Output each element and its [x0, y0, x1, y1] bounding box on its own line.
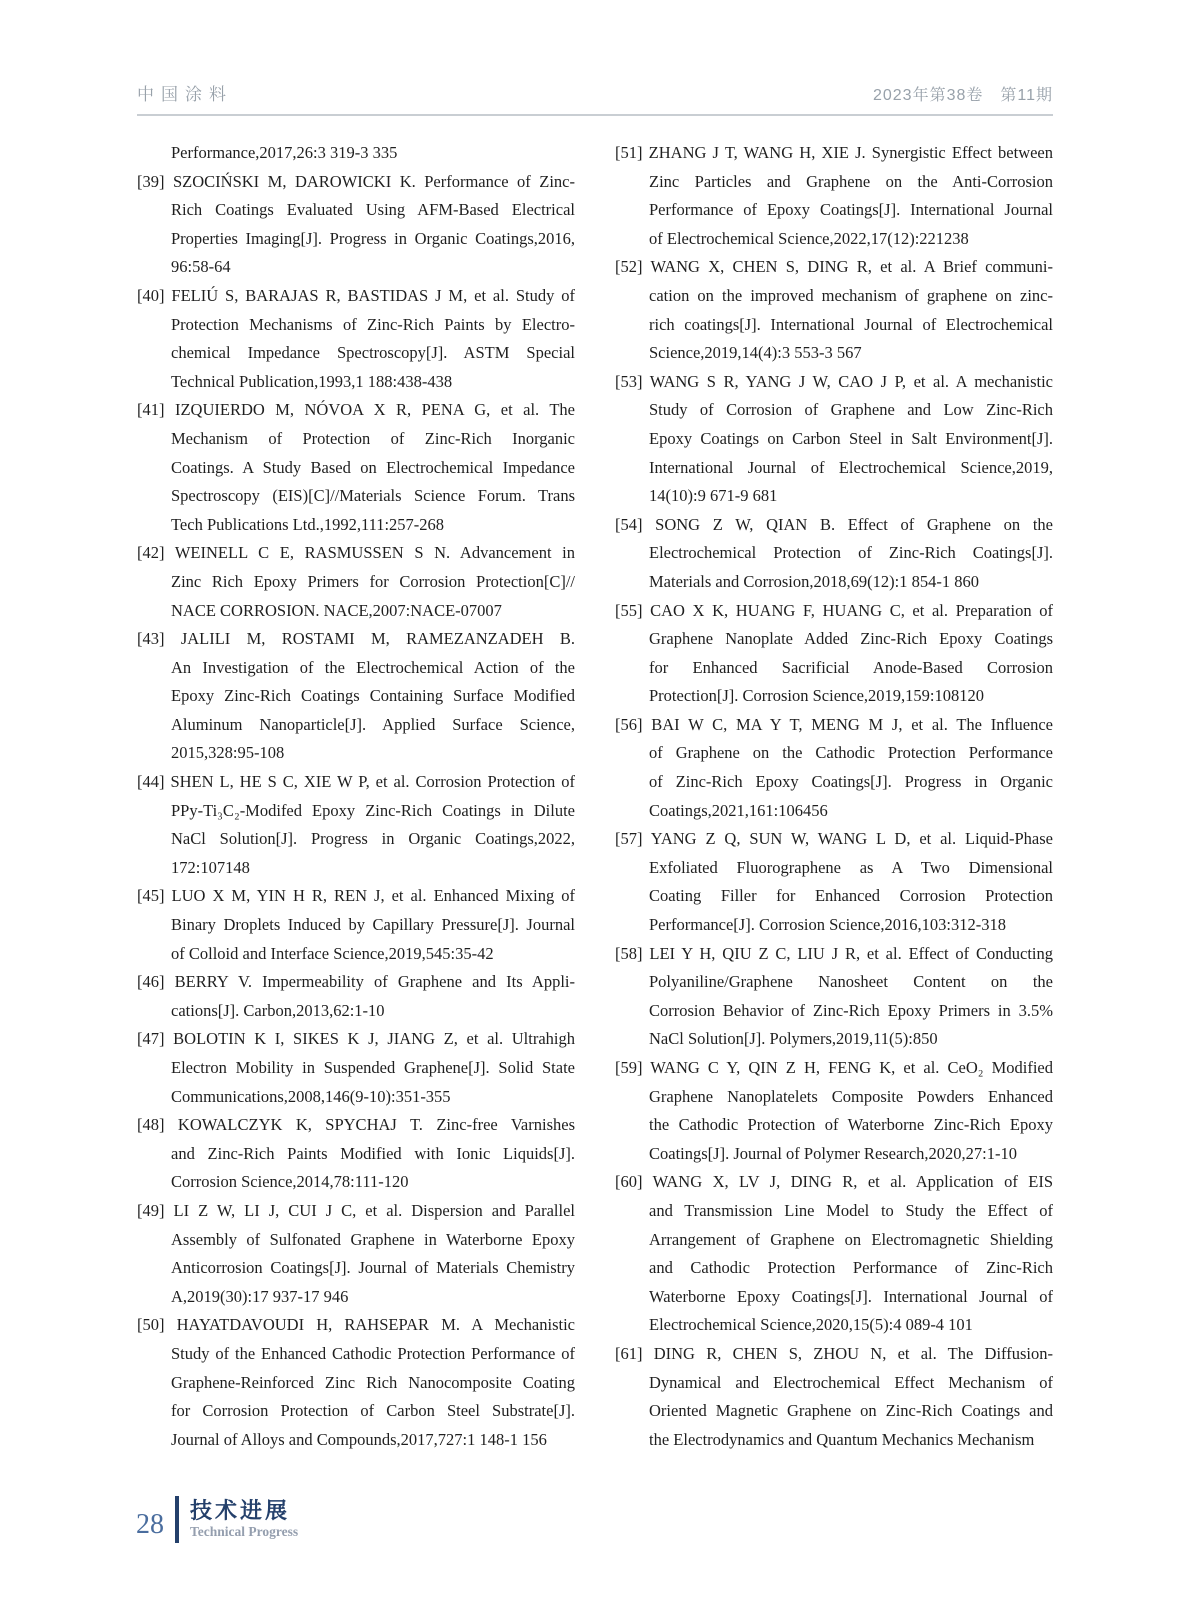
reference-line: Graphene Nanoplatelets Composite Powders Enhanced	[649, 1086, 1053, 1106]
reference-line: Waterborne Epoxy Coatings[J]. International Journal of	[649, 1286, 1053, 1306]
reference-line: Corrosion Science,2014,78:111-120	[171, 1172, 409, 1192]
reference-line: for Enhanced Sacrificial Anode-Based Corrosion	[649, 657, 1053, 677]
reference-line: A,2019(30):17 937-17 946	[171, 1286, 349, 1306]
reference-line: Tech Publications Ltd.,1992,111:257-268	[171, 514, 445, 534]
reference-number: [57]	[615, 829, 643, 849]
reference-line: Electrochemical Protection of Zinc-Rich Coatings[J].	[649, 543, 1053, 563]
reference-line: Spectroscopy (EIS)[C]//Materials Science Forum. Trans	[171, 486, 575, 506]
reference-line	[137, 1197, 576, 1226]
reference-entry	[137, 1111, 575, 1197]
reference-text: DING R, CHEN S, ZHOU N, et al. The Diffusion-	[653, 1343, 1053, 1363]
reference-line: Study of the Enhanced Cathodic Protection Performance of	[171, 1343, 575, 1363]
reference-line: and Zinc-Rich Paints Modified with Ionic Liquids[J].	[171, 1143, 575, 1163]
reference-line	[137, 882, 576, 911]
reference-text: BAI W C, MA Y T, MENG M J, et al. The Influence	[651, 714, 1053, 734]
reference-line: International Journal of Electrochemical Science,2019,	[649, 457, 1053, 477]
reference-line: Arrangement of Graphene on Electromagnetic Shielding	[649, 1229, 1053, 1249]
reference-line	[615, 368, 1053, 397]
reference-number: [40]	[137, 285, 165, 305]
reference-line: and Cathodic Protection Performance of Zinc-Rich	[649, 1258, 1053, 1278]
reference-entry	[137, 882, 575, 968]
reference-entry	[137, 1197, 575, 1311]
reference-line	[615, 1168, 1054, 1197]
reference-entry	[615, 711, 1053, 825]
reference-text: BOLOTIN K I, SIKES K J, JIANG Z, et al. Ultrahigh	[173, 1029, 575, 1049]
reference-line: NaCl Solution[J]. Polymers,2019,11(5):850	[649, 1029, 938, 1049]
reference-line	[137, 1111, 575, 1140]
reference-line: Assembly of Sulfonated Graphene in Waterborne Epoxy	[171, 1229, 575, 1249]
reference-text: HAYATDAVOUDI H, RAHSEPAR M. A Mechanistic	[176, 1315, 575, 1335]
reference-number: [41]	[137, 400, 165, 420]
reference-line: Coatings,2021,161:106456	[649, 800, 828, 820]
reference-line: Binary Droplets Induced by Capillary Pressure[J]. Journal	[171, 915, 575, 935]
footer-section-label	[190, 1498, 298, 1540]
reference-number: [60]	[615, 1172, 643, 1192]
reference-line: PPy-Ti₃C₂-Modifed Epoxy Zinc-Rich Coatings in Dilute	[171, 800, 575, 820]
reference-line: Performance,2017,26:3 319-3 335	[171, 143, 398, 162]
reference-line	[615, 511, 1053, 540]
reference-entry	[137, 768, 575, 882]
reference-line: chemical Impedance Spectroscopy[J]. ASTM Special	[171, 343, 575, 363]
reference-text: WANG S R, YANG J W, CAO J P, et al. A mechanistic	[649, 371, 1053, 391]
reference-number: [58]	[615, 943, 643, 963]
reference-text: SHEN L, HE S C, XIE W P, et al. Corrosion Protection of	[170, 772, 576, 792]
reference-line: 172:107148	[171, 857, 250, 877]
reference-line: NACE CORROSION. NACE,2007:NACE-07007	[171, 600, 502, 620]
reference-line: Protection Mechanisms of Zinc-Rich Paints by Electro-	[171, 314, 575, 334]
reference-line	[615, 940, 1054, 969]
reference-line: Protection[J]. Corrosion Science,2019,159:108120	[649, 686, 984, 706]
reference-number: [39]	[137, 171, 165, 191]
reference-entry	[615, 139, 1053, 253]
journal-title: 中国涂料	[137, 85, 233, 104]
reference-number: [43]	[137, 629, 165, 649]
reference-line: the Electrodynamics and Quantum Mechanics Mechanism	[649, 1429, 1035, 1449]
references-section	[137, 139, 1053, 1454]
reference-line: Science,2019,14(4):3 553-3 567	[649, 343, 862, 363]
reference-number: [56]	[615, 714, 643, 734]
reference-line: Coatings. A Study Based on Electrochemical Impedance	[171, 457, 575, 477]
reference-entry	[615, 511, 1053, 597]
reference-text: FELIÚ S, BARAJAS R, BASTIDAS J M, et al. Study of	[171, 285, 576, 305]
reference-line: of Graphene on the Cathodic Protection Performance	[649, 743, 1053, 763]
reference-number: [53]	[615, 371, 643, 391]
reference-number: [42]	[137, 543, 165, 563]
reference-entry	[137, 139, 575, 168]
reference-text: KOWALCZYK K, SPYCHAJ T. Zinc-free Varnishes	[177, 1115, 575, 1135]
reference-entry	[615, 1054, 1053, 1168]
reference-line: the Cathodic Protection of Waterborne Zinc-Rich Epoxy	[649, 1115, 1053, 1135]
reference-line	[615, 1054, 1054, 1083]
reference-line: Graphene Nanoplate Added Zinc-Rich Epoxy Coatings	[649, 629, 1053, 649]
reference-number: [52]	[615, 257, 643, 277]
reference-line	[615, 711, 1053, 740]
reference-entry	[137, 1311, 575, 1454]
reference-text: BERRY V. Impermeability of Graphene and Its Appli-	[174, 972, 576, 992]
reference-line: Epoxy Zinc-Rich Coatings Containing Surface Modified	[171, 686, 575, 706]
reference-line: Graphene-Reinforced Zinc Rich Nanocomposite Coating	[171, 1372, 575, 1392]
reference-entry	[615, 1340, 1053, 1454]
reference-line	[615, 139, 1054, 168]
reference-line: of Electrochemical Science,2022,17(12):221238	[649, 228, 969, 248]
reference-line: Corrosion Behavior of Zinc-Rich Epoxy Primers in 3.5%	[649, 1000, 1053, 1020]
reference-text: SZOCIŃSKI M, DAROWICKI K. Performance of Zinc-	[173, 171, 575, 191]
reference-entry	[615, 1168, 1053, 1340]
page-header	[137, 80, 1053, 116]
references-column-right	[615, 139, 1053, 1454]
reference-text: WANG X, LV J, DING R, et al. Application of EIS	[652, 1172, 1054, 1192]
reference-number: [54]	[615, 514, 643, 534]
reference-line: Coating Filler for Enhanced Corrosion Protection	[649, 886, 1053, 906]
reference-line: cations[J]. Carbon,2013,62:1-10	[171, 1000, 385, 1020]
reference-text: LEI Y H, QIU Z C, LIU J R, et al. Effect of Conducting	[649, 943, 1054, 963]
reference-line	[615, 253, 1053, 282]
reference-line: Properties Imaging[J]. Progress in Organic Coatings,2016,	[171, 228, 575, 248]
reference-line: of Colloid and Interface Science,2019,545:35-42	[171, 943, 494, 963]
reference-text: LUO X M, YIN H R, REN J, et al. Enhanced Mixing of	[171, 886, 576, 906]
reference-line: Zinc Rich Epoxy Primers for Corrosion Protection[C]//	[171, 571, 575, 591]
footer-divider-bar	[175, 1496, 179, 1543]
reference-number: [47]	[137, 1029, 165, 1049]
reference-line: and Transmission Line Model to Study the Effect of	[649, 1200, 1053, 1220]
reference-line: Electron Mobility in Suspended Graphene[J]. Solid State	[171, 1058, 575, 1077]
reference-line: Dynamical and Electrochemical Effect Mechanism of	[649, 1372, 1053, 1392]
reference-entry	[615, 825, 1053, 939]
reference-entry	[137, 968, 575, 1025]
reference-line	[615, 825, 1053, 854]
reference-line: Study of Corrosion of Graphene and Low Zinc-Rich	[649, 400, 1053, 420]
reference-text: LI Z W, LI J, CUI J C, et al. Dispersion and Parallel	[173, 1200, 576, 1220]
reference-number: [49]	[137, 1200, 165, 1220]
reference-text: WEINELL C E, RASMUSSEN S N. Advancement in	[174, 543, 575, 563]
reference-number: [59]	[615, 1058, 643, 1077]
reference-text: JALILI M, ROSTAMI M, RAMEZANZADEH B.	[180, 629, 575, 649]
reference-text: YANG Z Q, SUN W, WANG L D, et al. Liquid-Phase	[650, 829, 1053, 849]
reference-number: [51]	[615, 143, 643, 162]
reference-line: 14(10):9 671-9 681	[649, 486, 778, 506]
reference-number: [44]	[137, 772, 165, 792]
issue-info: 2023年第38卷 第11期	[872, 87, 1053, 104]
reference-text: WANG C Y, QIN Z H, FENG K, et al. CeO₂ Modified	[650, 1058, 1054, 1077]
reference-line: Anticorrosion Coatings[J]. Journal of Materials Chemistry	[171, 1258, 575, 1278]
reference-entry	[615, 368, 1053, 511]
reference-line: Epoxy Coatings on Carbon Steel in Salt Environment[J].	[649, 428, 1053, 448]
reference-text: WANG X, CHEN S, DING R, et al. A Brief communi-	[650, 257, 1053, 277]
reference-line: 2015,328:95-108	[171, 743, 285, 763]
reference-entry	[137, 282, 575, 396]
references-column-left	[137, 139, 575, 1454]
reference-line: Aluminum Nanoparticle[J]. Applied Surface Science,	[171, 714, 575, 734]
reference-entry	[137, 539, 575, 625]
page-number: 28	[136, 1508, 164, 1540]
reference-text: CAO X K, HUANG F, HUANG C, et al. Preparation of	[650, 600, 1053, 620]
reference-text: SONG Z W, QIAN B. Effect of Graphene on the	[655, 514, 1053, 534]
reference-entry	[615, 253, 1053, 367]
reference-number: [50]	[137, 1315, 165, 1335]
reference-line: 96:58-64	[171, 257, 231, 277]
reference-text: IZQUIERDO M, NÓVOA X R, PENA G, et al. The	[174, 400, 575, 420]
reference-entry	[615, 940, 1053, 1054]
reference-line	[137, 396, 575, 425]
reference-line: Coatings[J]. Journal of Polymer Research,2020,27:1-10	[649, 1143, 1017, 1163]
reference-line	[137, 768, 576, 797]
reference-line: Electrochemical Science,2020,15(5):4 089-4 101	[649, 1315, 973, 1335]
section-title-en: Technical Progress	[190, 1523, 299, 1539]
reference-line	[137, 1025, 575, 1054]
reference-line	[137, 625, 575, 654]
reference-line	[137, 539, 575, 568]
reference-line: Mechanism of Protection of Zinc-Rich Inorganic	[171, 428, 575, 448]
reference-line	[137, 968, 576, 997]
reference-text: ZHANG J T, WANG H, XIE J. Synergistic Effect between	[648, 143, 1054, 162]
reference-line: Polyaniline/Graphene Nanosheet Content on the	[649, 972, 1053, 992]
reference-line: of Zinc-Rich Epoxy Coatings[J]. Progress in Organic	[649, 772, 1053, 792]
reference-entry	[137, 1025, 575, 1111]
reference-line: Oriented Magnetic Graphene on Zinc-Rich Coatings and	[649, 1401, 1053, 1421]
reference-line: Zinc Particles and Graphene on the Anti-Corrosion	[649, 171, 1053, 191]
reference-line	[137, 1311, 575, 1340]
reference-number: [61]	[615, 1343, 643, 1363]
section-title-cn: 技术进展	[190, 1498, 291, 1524]
reference-number: [46]	[137, 972, 165, 992]
reference-line	[137, 168, 575, 197]
reference-line: Rich Coatings Evaluated Using AFM-Based Electrical	[171, 200, 575, 220]
reference-line: rich coatings[J]. International Journal of Electrochemical	[649, 314, 1053, 334]
reference-line: Exfoliated Fluorographene as A Two Dimensional	[649, 857, 1053, 877]
reference-number: [45]	[137, 886, 165, 906]
reference-line: Communications,2008,146(9-10):351-355	[171, 1086, 451, 1106]
reference-line: Materials and Corrosion,2018,69(12):1 854-1 860	[649, 571, 979, 591]
reference-line	[615, 597, 1053, 626]
reference-line: for Corrosion Protection of Carbon Steel Substrate[J].	[171, 1401, 575, 1421]
reference-entry	[137, 396, 575, 539]
reference-line: Technical Publication,1993,1 188:438-438	[171, 371, 453, 391]
reference-number: [55]	[615, 600, 643, 620]
reference-line: Performance[J]. Corrosion Science,2016,103:312-318	[649, 915, 1006, 935]
reference-entry	[137, 168, 575, 282]
reference-line: Journal of Alloys and Compounds,2017,727:1 148-1 156	[171, 1429, 547, 1449]
reference-line: NaCl Solution[J]. Progress in Organic Coatings,2022,	[171, 829, 575, 849]
reference-number: [48]	[137, 1115, 165, 1135]
reference-entry	[615, 597, 1053, 711]
reference-line	[137, 282, 576, 311]
reference-line: cation on the improved mechanism of graphene on zinc-	[649, 285, 1053, 305]
reference-line: Performance of Epoxy Coatings[J]. International Journal	[649, 200, 1053, 220]
reference-line: An Investigation of the Electrochemical Action of the	[171, 657, 575, 677]
page-footer	[136, 1496, 298, 1543]
reference-entry	[137, 625, 575, 768]
reference-line	[615, 1340, 1053, 1369]
